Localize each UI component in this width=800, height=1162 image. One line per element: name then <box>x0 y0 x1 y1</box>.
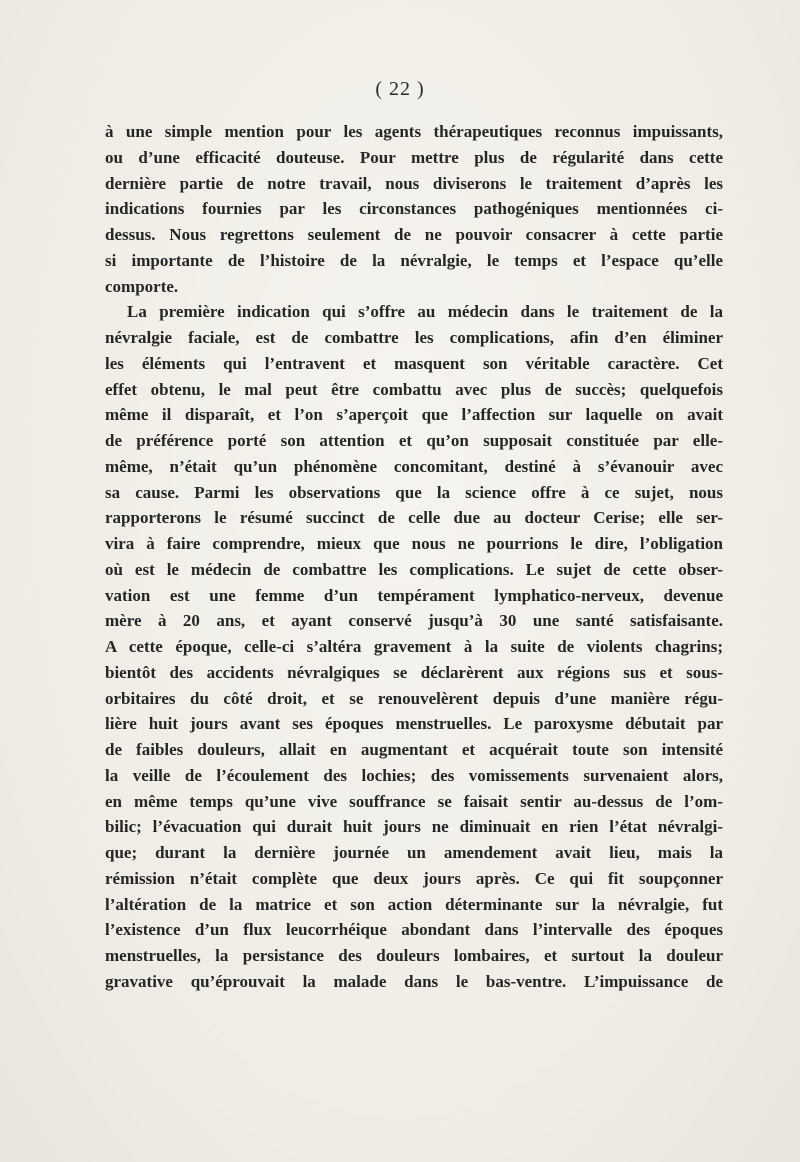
text-line: les éléments qui l’entravent et masquent son véritable caractère. Cet <box>105 353 723 373</box>
text-line: A cette époque, celle-ci s’altéra gravement à la suite de violents chagrins; <box>105 637 723 656</box>
text-line: orbitaires du côté droit, et se renouvelèrent depuis d’une manière régu- <box>105 688 723 708</box>
text-line: de faibles douleurs, allait en augmentant et acquérait toute son intensité <box>105 740 723 759</box>
text-line: de préférence porté son attention et qu’on supposait constituée par elle- <box>105 431 723 450</box>
text-line: indications fournies par les circonstances pathogéniques mentionnées ci- <box>105 199 723 219</box>
text-line: vira à faire comprendre, mieux que nous ne pourrions le dire, l’obligation <box>105 534 723 553</box>
text-line: la veille de l’écoulement des lochies; des vomissements survenaient alors, <box>105 765 723 785</box>
text-line: où est le médecin de combattre les complications. Le sujet de cette obser- <box>105 559 723 579</box>
text-line: dessus. Nous regrettons seulement de ne pouvoir consacrer à cette partie <box>105 225 723 244</box>
text-line: La première indication qui s’offre au médecin dans le traitement de la <box>127 302 723 322</box>
text-line: dernière partie de notre travail, nous diviserons le traitement d’après les <box>105 173 723 193</box>
text-line: sa cause. Parmi les observations que la science offre à ce sujet, nous <box>105 482 723 502</box>
text-line: bilic; l’évacuation qui durait huit jours ne diminuait en rien l’état névralgi- <box>105 817 723 837</box>
text-line: l’existence d’un flux leucorrhéique abondant dans l’intervalle des époques <box>105 920 723 940</box>
text-line: même il disparaît, et l’on s’aperçoit que l’affection sur laquelle on avait <box>105 405 723 425</box>
text-line: l’altération de la matrice et son action déterminante sur la névralgie, fut <box>105 894 723 914</box>
text-line: lière huit jours avant ses époques menstruelles. Le paroxysme débutait par <box>105 714 723 734</box>
text-line: gravative qu’éprouvait la malade dans le bas-ventre. L’impuissance de <box>105 971 723 991</box>
text-line: rapporterons le résumé succinct de celle due au docteur Cerise; elle ser- <box>105 508 723 528</box>
text-line: vation est une femme d’un tempérament lymphatico-nerveux, devenue <box>105 585 723 605</box>
text-line: ou d’une efficacité douteuse. Pour mettre plus de régularité dans cette <box>105 147 723 167</box>
text-line: que; durant la dernière journée un amendement avait lieu, mais la <box>105 843 723 862</box>
text-line: comporte. <box>105 276 179 296</box>
body-text <box>105 119 723 995</box>
text-line: à une simple mention pour les agents thérapeutiques reconnus impuissants, <box>105 122 723 141</box>
text-line: rémission n’était complète que deux jours après. Ce qui fit soupçonner <box>105 868 723 888</box>
text-line: mère à 20 ans, et ayant conservé jusqu’à 30 une santé satisfaisante. <box>105 611 723 631</box>
text-line: si importante de l’histoire de la névralgie, le temps et l’espace qu’elle <box>105 250 723 270</box>
text-line: effet obtenu, le mal peut être combattu avec plus de succès; quelquefois <box>105 379 723 399</box>
page-number: ( 22 ) <box>375 78 425 100</box>
text-line: en même temps qu’une vive souffrance se faisait sentir au-dessus de l’om- <box>105 791 723 811</box>
text-line: menstruelles, la persistance des douleurs lombaires, et surtout la douleur <box>105 946 723 965</box>
text-line: névralgie faciale, est de combattre les complications, afin d’en éliminer <box>105 328 723 347</box>
text-line: même, n’était qu’un phénomène concomitant, destiné à s’évanouir avec <box>105 456 723 476</box>
text-line: bientôt des accidents névralgiques se déclarèrent aux régions sus et sous- <box>105 662 723 682</box>
